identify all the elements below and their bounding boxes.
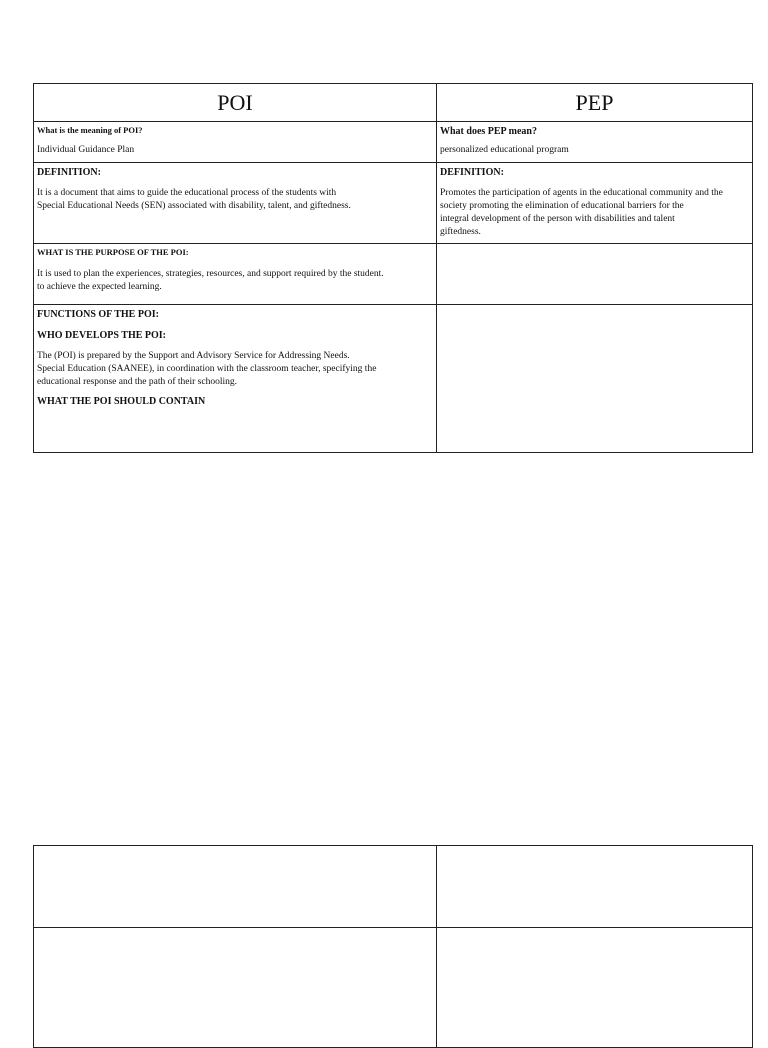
poi-developer-line: The (POI) is prepared by the Support and Advisory Service for Addressing Needs. bbox=[37, 351, 350, 361]
poi-developer-line: educational response and the path of their schooling. bbox=[37, 377, 237, 387]
pep-meaning-cell bbox=[437, 122, 753, 163]
pep-definition-line: integral development of the person with disabilities and talent bbox=[440, 214, 675, 224]
pep-definition-heading: DEFINITION: bbox=[440, 167, 504, 178]
poi-definition-heading: DEFINITION: bbox=[37, 167, 101, 178]
poi-meaning-cell bbox=[34, 122, 437, 163]
poi-functions-heading: FUNCTIONS OF THE POI: bbox=[37, 309, 159, 320]
poi-purpose-heading: WHAT IS THE PURPOSE OF THE POI: bbox=[37, 247, 189, 257]
pep-definition-line: Promotes the participation of agents in the educational community and the bbox=[440, 188, 723, 198]
poi-purpose-line: It is used to plan the experiences, strategies, resources, and support required by the student. bbox=[37, 269, 384, 279]
table-row bbox=[34, 163, 753, 244]
pep-definition-line: society promoting the elimination of educational barriers for the bbox=[440, 201, 684, 211]
table-row bbox=[34, 928, 753, 1048]
poi-developer-heading: WHO DEVELOPS THE POI: bbox=[37, 330, 167, 341]
pep-meaning-answer: personalized educational program bbox=[440, 145, 569, 155]
poi-functions-cell bbox=[34, 305, 437, 453]
table-row bbox=[34, 846, 753, 928]
empty-cell bbox=[437, 928, 753, 1048]
header-poi: POI bbox=[34, 84, 437, 122]
pep-definition-line: giftedness. bbox=[440, 227, 481, 237]
poi-developer-line: Special Education (SAANEE), in coordination with the classroom teacher, specifying the bbox=[37, 364, 377, 374]
header-row bbox=[34, 84, 753, 122]
continuation-table bbox=[33, 845, 753, 1048]
table-row bbox=[34, 305, 753, 453]
comparison-table bbox=[33, 83, 753, 453]
poi-definition-line: Special Educational Needs (SEN) associated with disability, talent, and giftedness. bbox=[37, 201, 351, 211]
pep-meaning-question: What does PEP mean? bbox=[440, 126, 537, 137]
poi-definition-cell bbox=[34, 163, 437, 244]
empty-cell bbox=[437, 846, 753, 928]
poi-contents-heading: WHAT THE POI SHOULD CONTAIN bbox=[37, 396, 206, 407]
header-pep: PEP bbox=[437, 84, 753, 122]
poi-purpose-cell bbox=[34, 244, 437, 305]
poi-purpose-line: to achieve the expected learning. bbox=[37, 282, 162, 292]
table-row bbox=[34, 244, 753, 305]
empty-cell bbox=[34, 846, 437, 928]
poi-meaning-answer: Individual Guidance Plan bbox=[37, 145, 135, 155]
table-row bbox=[34, 122, 753, 163]
empty-cell bbox=[34, 928, 437, 1048]
pep-purpose-cell bbox=[437, 244, 753, 305]
poi-definition-line: It is a document that aims to guide the educational process of the students with bbox=[37, 188, 337, 198]
pep-definition-cell bbox=[437, 163, 753, 244]
pep-functions-cell bbox=[437, 305, 753, 453]
poi-meaning-question: What is the meaning of POI? bbox=[37, 125, 143, 135]
